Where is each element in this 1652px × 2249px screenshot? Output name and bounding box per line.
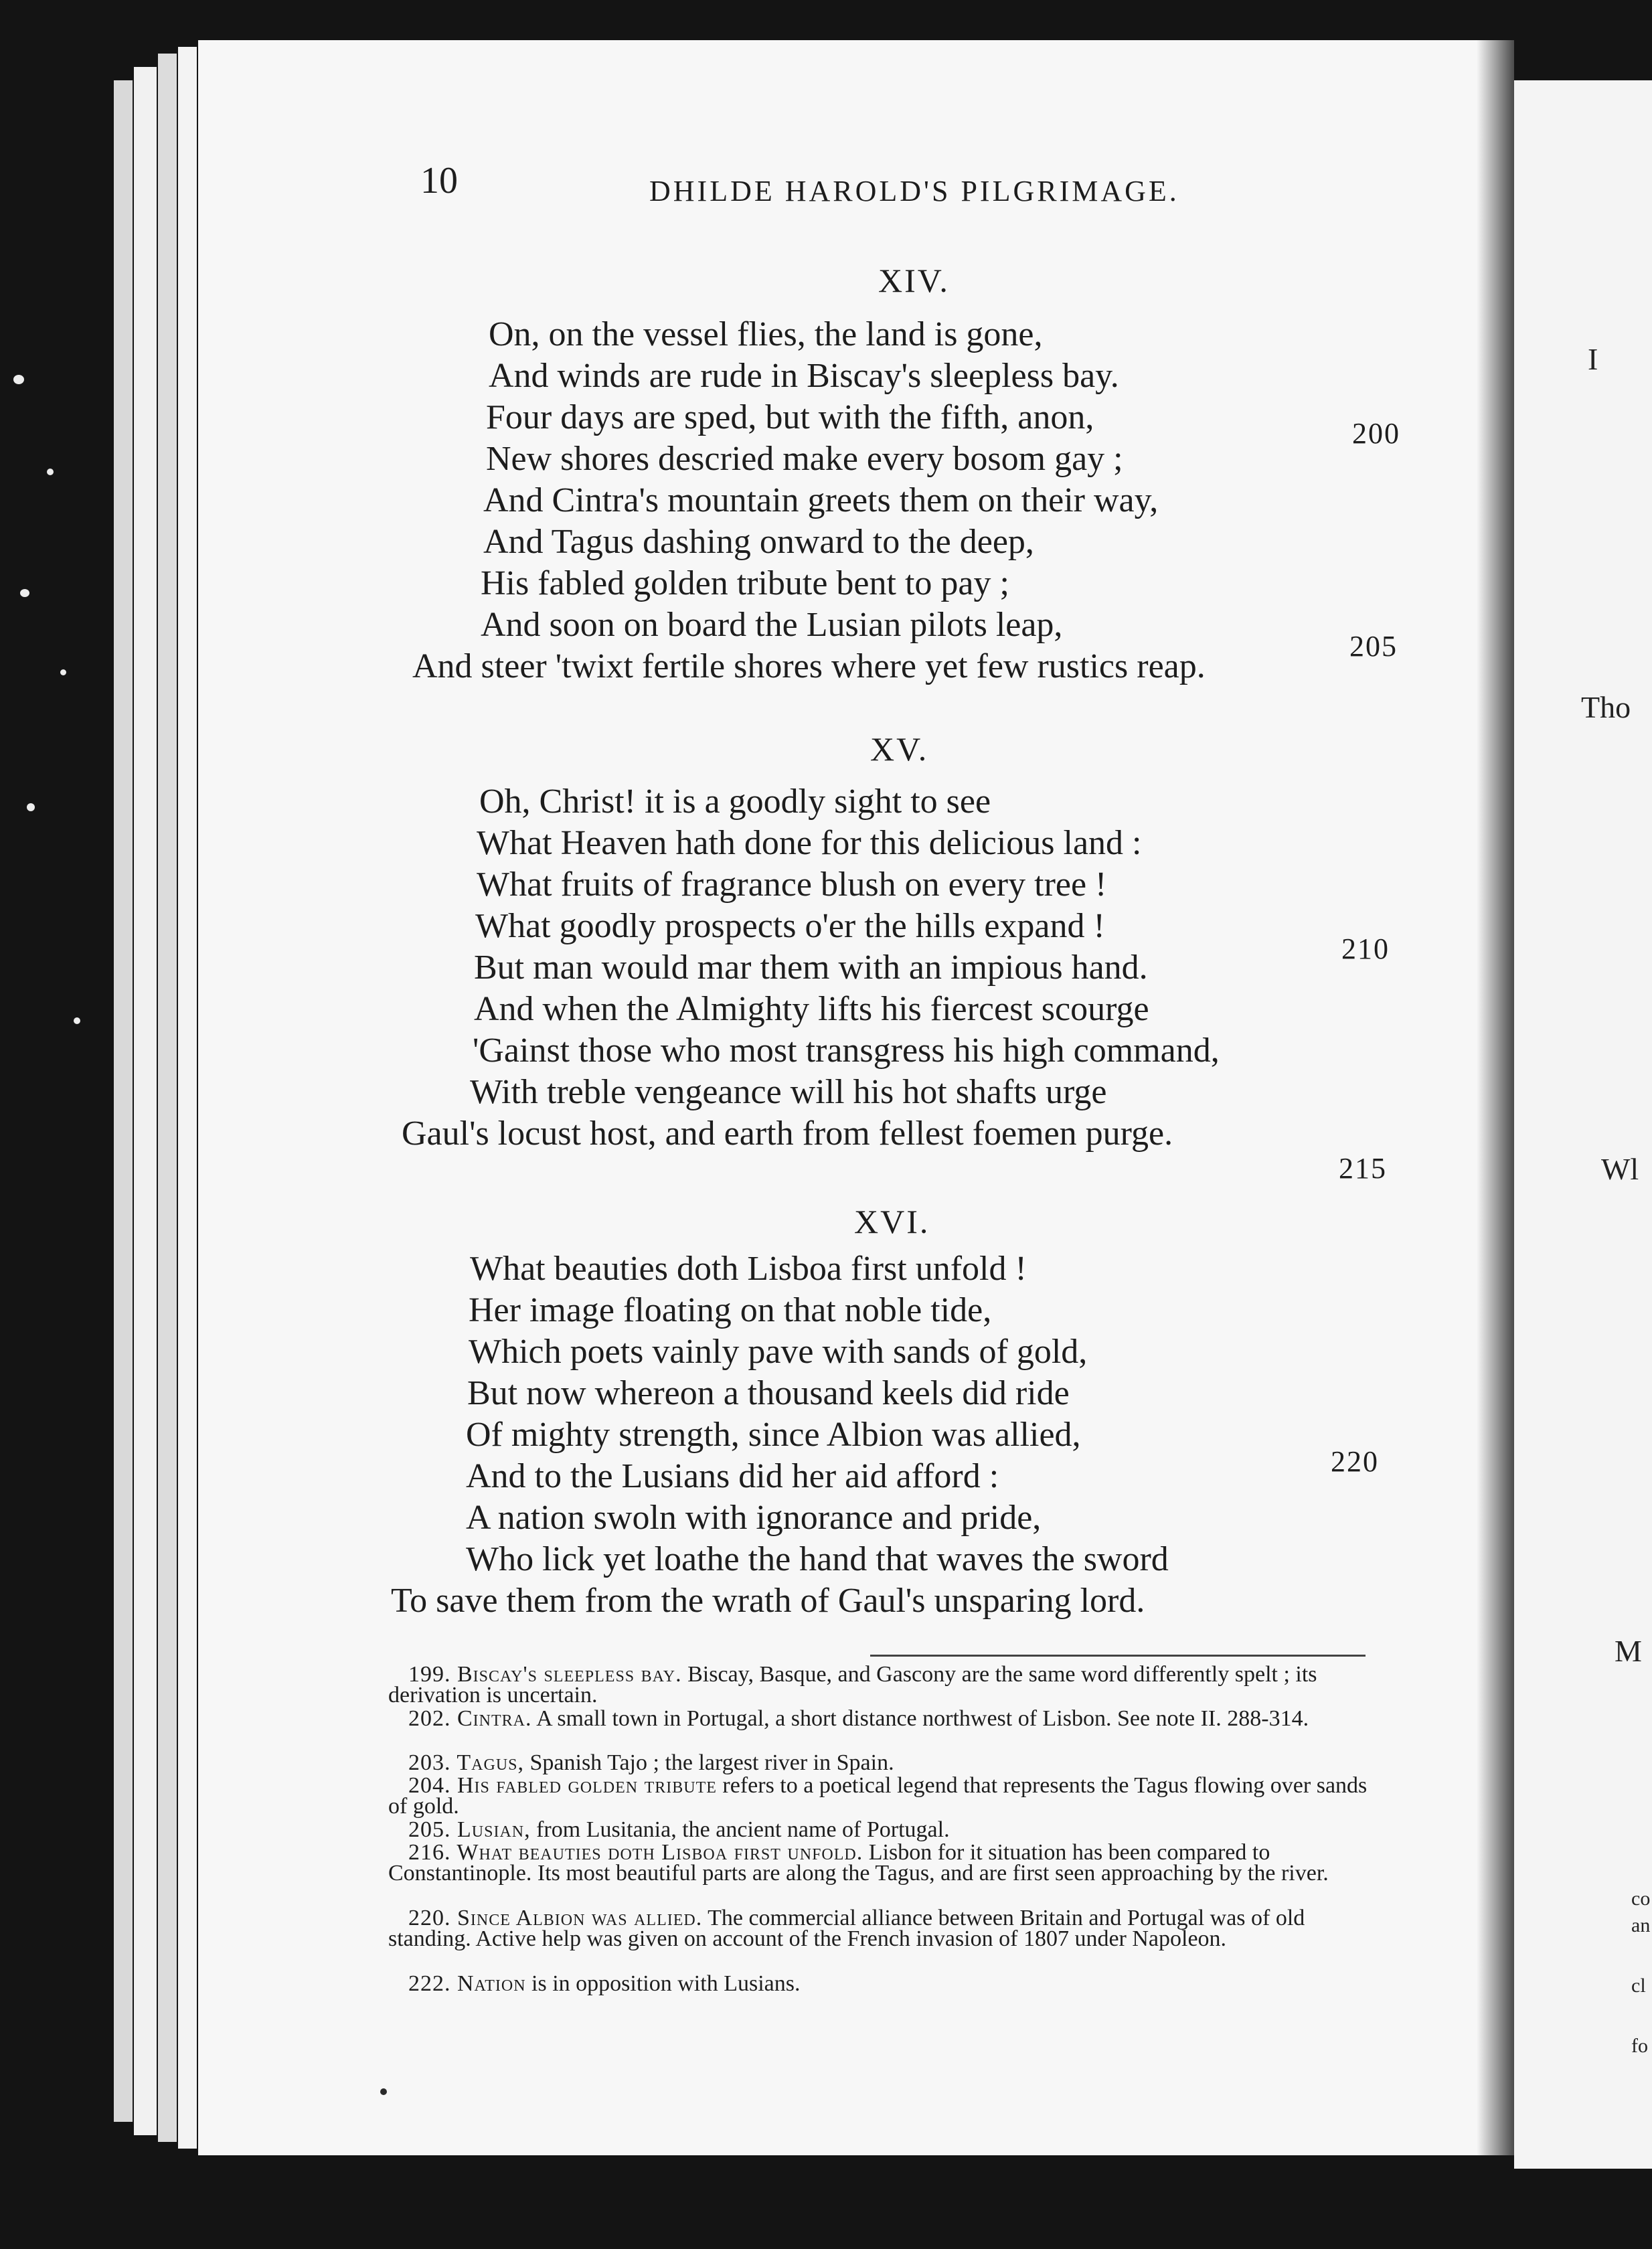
verse-line: Gaul's locust host, and earth from fellest foemen purge. — [402, 1114, 1173, 1153]
verse-line: And steer 'twixt fertile shores where yet few rustics reap. — [412, 647, 1206, 685]
footnote-key: 216. What beauties doth Lisboa first unfold. — [408, 1840, 863, 1865]
facing-page-fragment: Wl — [1601, 1152, 1639, 1186]
footnote — [388, 1775, 1386, 1817]
footnote — [388, 1664, 1386, 1705]
dust-speck — [13, 375, 24, 384]
footnote-text: Lisbon for it situation has been compared to Constantinople. Its most beautiful parts are along the Tagus, and are first seen approaching by the river. — [388, 1840, 1329, 1886]
running-title: DHILDE HAROLD'S PILGRIMAGE. — [649, 175, 1179, 207]
footnote-text: from Lusitania, the ancient name of Portugal. — [530, 1817, 950, 1842]
line-number: 200 — [1352, 417, 1400, 450]
verse-line: And Cintra's mountain greets them on their way, — [483, 481, 1159, 519]
footnote — [388, 1908, 1386, 1949]
verse-line: With treble vengeance will his hot shafts urge — [470, 1073, 1107, 1111]
facing-page — [1514, 80, 1652, 2169]
verse-line: To save them from the wrath of Gaul's unsparing lord. — [391, 1582, 1145, 1620]
book-fore-edge — [158, 54, 177, 2142]
verse-line: And winds are rude in Biscay's sleepless bay. — [489, 357, 1119, 395]
footnote — [388, 1973, 1386, 1994]
book-fore-edge — [114, 80, 133, 2122]
dust-speck — [20, 589, 29, 597]
dust-speck — [47, 469, 54, 475]
footnote-key: 220. Since Albion was allied. — [408, 1906, 703, 1930]
verse-line: What fruits of fragrance blush on every tree ! — [477, 865, 1107, 904]
book-fore-edge — [178, 47, 197, 2149]
stanza-numeral: XVI. — [854, 1203, 930, 1240]
verse-line: Who lick yet loathe the hand that waves the sword — [466, 1540, 1169, 1578]
verse-line: Which poets vainly pave with sands of gold, — [469, 1333, 1088, 1371]
dust-speck — [27, 803, 35, 811]
facing-page-fragment: cl — [1631, 1975, 1646, 1997]
dust-speck — [74, 1017, 80, 1024]
book-fore-edge — [134, 67, 157, 2135]
verse-line: What Heaven hath done for this delicious land : — [477, 824, 1142, 862]
verse-line: New shores descried make every bosom gay ; — [486, 440, 1123, 478]
verse-line: Her image floating on that noble tide, — [469, 1291, 992, 1329]
verse-line: Oh, Christ! it is a goodly sight to see — [479, 782, 991, 821]
footnote-key: 222. Nation — [408, 1971, 526, 1996]
footnote-key: 199. Biscay's sleepless bay. — [408, 1662, 682, 1687]
verse-line: But man would mar them with an impious hand. — [474, 948, 1148, 987]
dust-speck — [60, 669, 66, 675]
footnote — [388, 1708, 1386, 1729]
footnote-key: 203. Tagus, — [408, 1750, 524, 1775]
verse-line: And to the Lusians did her aid afford : — [466, 1457, 999, 1495]
facing-page-fragment: Tho — [1581, 690, 1631, 724]
book-gutter — [1477, 40, 1514, 2155]
facing-page-fragment: an — [1631, 1914, 1651, 1936]
facing-page-fragment: I — [1588, 342, 1598, 376]
verse-line: What goodly prospects o'er the hills expand ! — [475, 907, 1105, 945]
verse-line: On, on the vessel flies, the land is gone, — [489, 315, 1043, 353]
footnote-text: Biscay, Basque, and Gascony are the same word differently spelt ; its derivation is uncertain. — [388, 1662, 1317, 1707]
facing-page-fragment: co — [1631, 1888, 1651, 1910]
verse-line: And Tagus dashing onward to the deep, — [483, 523, 1034, 561]
footnote — [388, 1819, 1386, 1840]
line-number: 220 — [1331, 1445, 1379, 1478]
verse-line: And when the Almighty lifts his fiercest scourge — [474, 990, 1149, 1028]
line-number: 205 — [1349, 630, 1398, 663]
footnote-key: 202. Cintra. — [408, 1706, 532, 1731]
stanza-numeral: XV. — [870, 730, 929, 768]
footnote-text: refers to a poetical legend that represents the Tagus flowing over sands of gold. — [388, 1773, 1368, 1819]
verse-line: Of mighty strength, since Albion was allied, — [466, 1416, 1081, 1454]
footnote — [388, 1842, 1386, 1884]
verse-line: His fabled golden tribute bent to pay ; — [481, 564, 1009, 602]
verse-line: Four days are sped, but with the fifth, anon, — [486, 398, 1094, 436]
stanza-numeral: XIV. — [878, 262, 950, 299]
footnote-text: is in opposition with Lusians. — [525, 1971, 801, 1996]
facing-page-fragment: fo — [1631, 2035, 1648, 2057]
facing-page-fragment: M — [1615, 1634, 1642, 1668]
line-number: 215 — [1339, 1152, 1387, 1185]
footnote-text: Spanish Tajo ; the largest river in Spain. — [524, 1750, 894, 1775]
ink-speck — [380, 2088, 387, 2095]
page-number: 10 — [420, 160, 458, 201]
verse-line: A nation swoln with ignorance and pride, — [466, 1499, 1042, 1537]
verse-line: 'Gainst those who most transgress his high command, — [473, 1031, 1220, 1070]
line-number: 210 — [1341, 932, 1390, 965]
footnote-rule — [870, 1655, 1366, 1657]
footnote-text: A small town in Portugal, a short distance northwest of Lisbon. See note II. 288-314. — [531, 1706, 1309, 1731]
verse-line: What beauties doth Lisboa first unfold ! — [470, 1250, 1027, 1288]
footnote-key: 204. His fabled golden tribute — [408, 1773, 717, 1798]
footnote — [388, 1752, 1386, 1773]
verse-line: And soon on board the Lusian pilots leap, — [481, 606, 1063, 644]
footnote-text: The commercial alliance between Britain and Portugal was of old standing. Active help was given on account of the French invasion of 1807 under Napoleon. — [388, 1906, 1305, 1951]
verse-line: But now whereon a thousand keels did ride — [467, 1374, 1070, 1412]
footnote-key: 205. Lusian, — [408, 1817, 531, 1842]
